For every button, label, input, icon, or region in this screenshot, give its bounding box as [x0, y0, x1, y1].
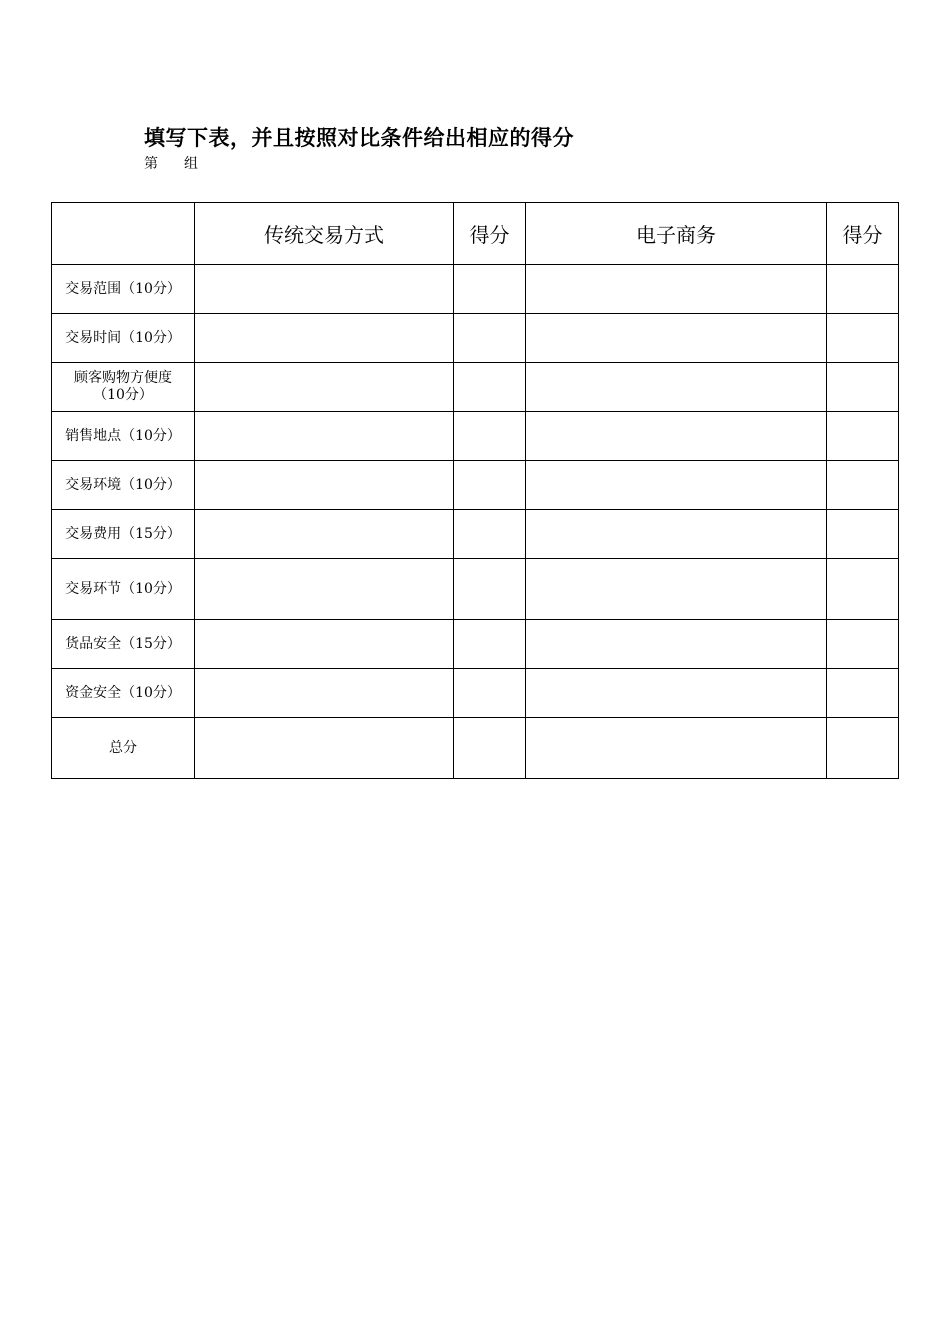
header-ecommerce: 电子商务 [526, 203, 827, 265]
row-label: 交易费用（15分） [52, 510, 195, 559]
page-title: 填写下表，并且按照对比条件给出相应的得分 [144, 126, 574, 150]
row-label: 交易环节（10分） [52, 559, 195, 620]
traditional-score-cell[interactable] [454, 718, 526, 779]
traditional-score-cell[interactable] [454, 461, 526, 510]
ecommerce-cell[interactable] [526, 363, 827, 412]
ecommerce-cell[interactable] [526, 412, 827, 461]
group-prefix: 第 [144, 156, 158, 172]
ecommerce-cell[interactable] [526, 559, 827, 620]
table-row [52, 461, 899, 510]
traditional-cell[interactable] [195, 363, 454, 412]
traditional-cell[interactable] [195, 510, 454, 559]
traditional-score-cell[interactable] [454, 669, 526, 718]
table-row [52, 314, 899, 363]
table-row [52, 265, 899, 314]
ecommerce-score-cell[interactable] [827, 265, 899, 314]
traditional-score-cell[interactable] [454, 412, 526, 461]
ecommerce-cell[interactable] [526, 510, 827, 559]
row-label: 交易时间（10分） [52, 314, 195, 363]
ecommerce-score-cell[interactable] [827, 363, 899, 412]
ecommerce-score-cell[interactable] [827, 314, 899, 363]
ecommerce-score-cell[interactable] [827, 620, 899, 669]
traditional-cell[interactable] [195, 265, 454, 314]
row-label: 销售地点（10分） [52, 412, 195, 461]
ecommerce-cell[interactable] [526, 620, 827, 669]
table-row-total [52, 718, 899, 779]
traditional-cell[interactable] [195, 620, 454, 669]
row-label-total: 总分 [52, 718, 195, 779]
header-traditional-score: 得分 [454, 203, 526, 265]
traditional-score-cell[interactable] [454, 510, 526, 559]
ecommerce-cell[interactable] [526, 314, 827, 363]
comparison-score-table [51, 202, 899, 779]
traditional-cell[interactable] [195, 314, 454, 363]
traditional-score-cell[interactable] [454, 559, 526, 620]
row-label: 交易环境（10分） [52, 461, 195, 510]
ecommerce-cell[interactable] [526, 265, 827, 314]
traditional-cell[interactable] [195, 461, 454, 510]
traditional-cell[interactable] [195, 718, 454, 779]
ecommerce-score-cell[interactable] [827, 718, 899, 779]
table-row [52, 620, 899, 669]
ecommerce-score-cell[interactable] [827, 669, 899, 718]
ecommerce-score-cell[interactable] [827, 412, 899, 461]
ecommerce-cell[interactable] [526, 718, 827, 779]
traditional-score-cell[interactable] [454, 314, 526, 363]
ecommerce-score-cell[interactable] [827, 510, 899, 559]
header-traditional: 传统交易方式 [195, 203, 454, 265]
table-row [52, 669, 899, 718]
traditional-score-cell[interactable] [454, 265, 526, 314]
row-label: 资金安全（10分） [52, 669, 195, 718]
ecommerce-cell[interactable] [526, 669, 827, 718]
traditional-cell[interactable] [195, 669, 454, 718]
table-row [52, 510, 899, 559]
header-ecommerce-score: 得分 [827, 203, 899, 265]
traditional-cell[interactable] [195, 559, 454, 620]
row-label: 交易范围（10分） [52, 265, 195, 314]
table-row [52, 412, 899, 461]
table-row [52, 559, 899, 620]
row-label: 顾客购物方便度（10分） [52, 363, 195, 412]
group-number-line [144, 153, 198, 173]
ecommerce-score-cell[interactable] [827, 559, 899, 620]
table-row [52, 363, 899, 412]
traditional-score-cell[interactable] [454, 620, 526, 669]
ecommerce-cell[interactable] [526, 461, 827, 510]
traditional-score-cell[interactable] [454, 363, 526, 412]
group-suffix: 组 [184, 156, 198, 172]
row-label: 货品安全（15分） [52, 620, 195, 669]
ecommerce-score-cell[interactable] [827, 461, 899, 510]
table-header-row [52, 203, 899, 265]
traditional-cell[interactable] [195, 412, 454, 461]
header-criteria [52, 203, 195, 265]
